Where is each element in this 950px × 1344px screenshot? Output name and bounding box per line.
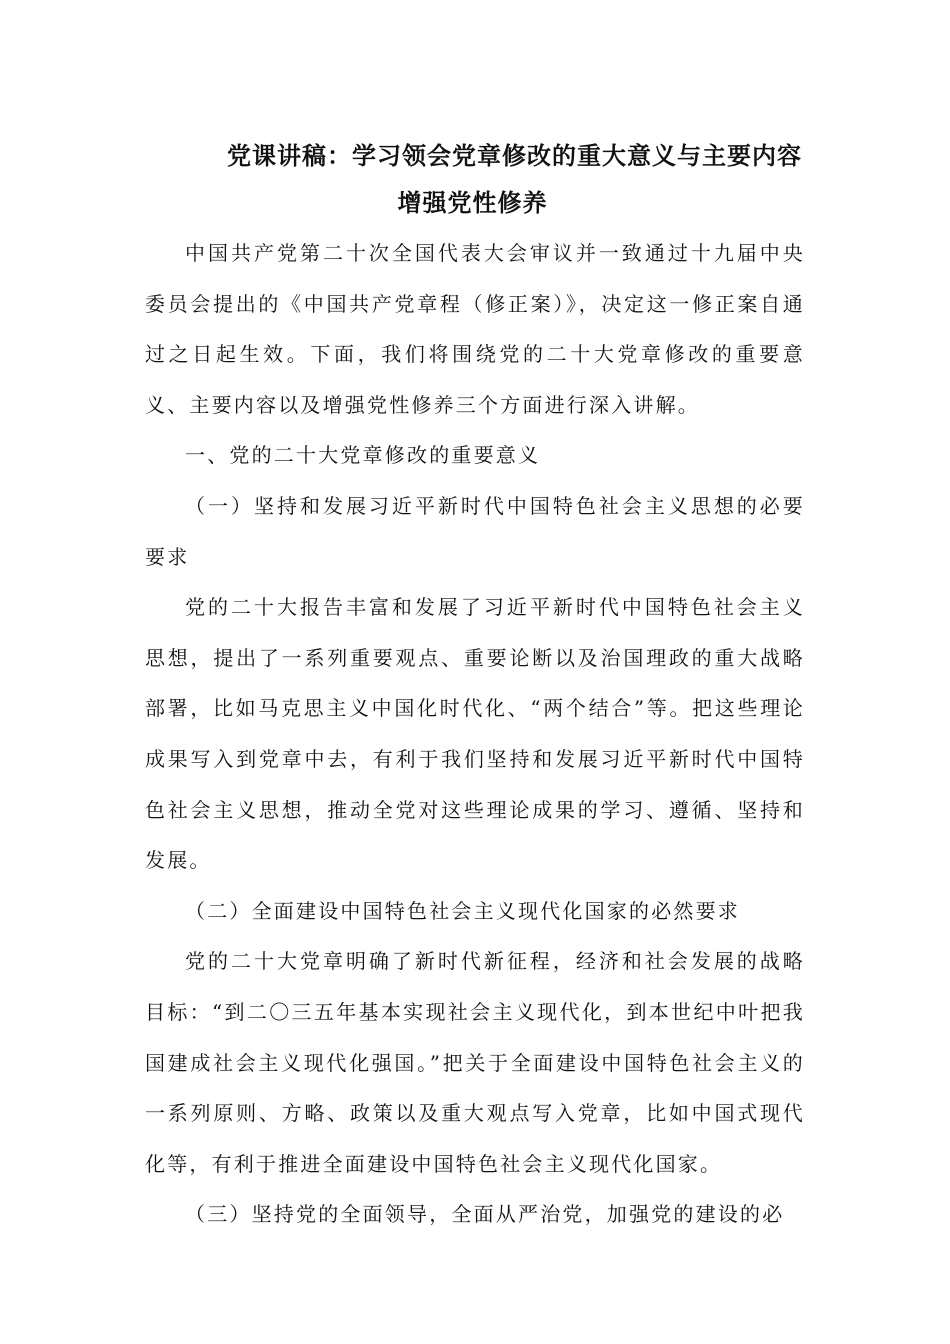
subsection-heading-2: （二）全面建设中国特色社会主义现代化国家的必然要求 <box>185 898 740 923</box>
body-paragraph: 党的二十大报告丰富和发展了习近平新时代中国特色社会主义思想，提出了一系列重要观点、重要论断以及治国理政的重大战略部署，比如马克思主义中国化时代化、“两个结合”等。把这些理论成果写入到党章中去，有利于我们坚持和发展习近平新时代中国特色社会主义思想，推动全党对这些理论成果的学习、遵循、坚持和发展。 <box>145 595 805 873</box>
document-title-line2: 增强党性修养 <box>397 188 548 217</box>
document-title-line1: 党课讲稿：学习领会党章修改的重大意义与主要内容 <box>227 141 802 170</box>
subsection-heading-3: （三）坚持党的全面领导，全面从严治党，加强党的建设的必 <box>185 1202 785 1227</box>
section-heading-1: 一、党的二十大党章修改的重要意义 <box>185 443 541 468</box>
intro-paragraph: 中国共产党第二十次全国代表大会审议并一致通过十九届中央委员会提出的《中国共产党章程（修正案）》，决定这一修正案自通过之日起生效。下面，我们将围绕党的二十大党章修改的重要意义、主要内容以及增强党性修养三个方面进行深入讲解。 <box>145 241 805 417</box>
subsection-heading-1: （一）坚持和发展习近平新时代中国特色社会主义思想的必要要求 <box>145 493 805 569</box>
document-body <box>145 228 805 1240</box>
body-paragraph: 党的二十大党章明确了新时代新征程，经济和社会发展的战略目标：“到二〇三五年基本实现社会主义现代化，到本世纪中叶把我国建成社会主义现代化强国。”把关于全面建设中国特色社会主义的一系列原则、方略、政策以及重大观点写入党章，比如中国式现代化等，有利于推进全面建设中国特色社会主义现代化国家。 <box>145 949 805 1176</box>
